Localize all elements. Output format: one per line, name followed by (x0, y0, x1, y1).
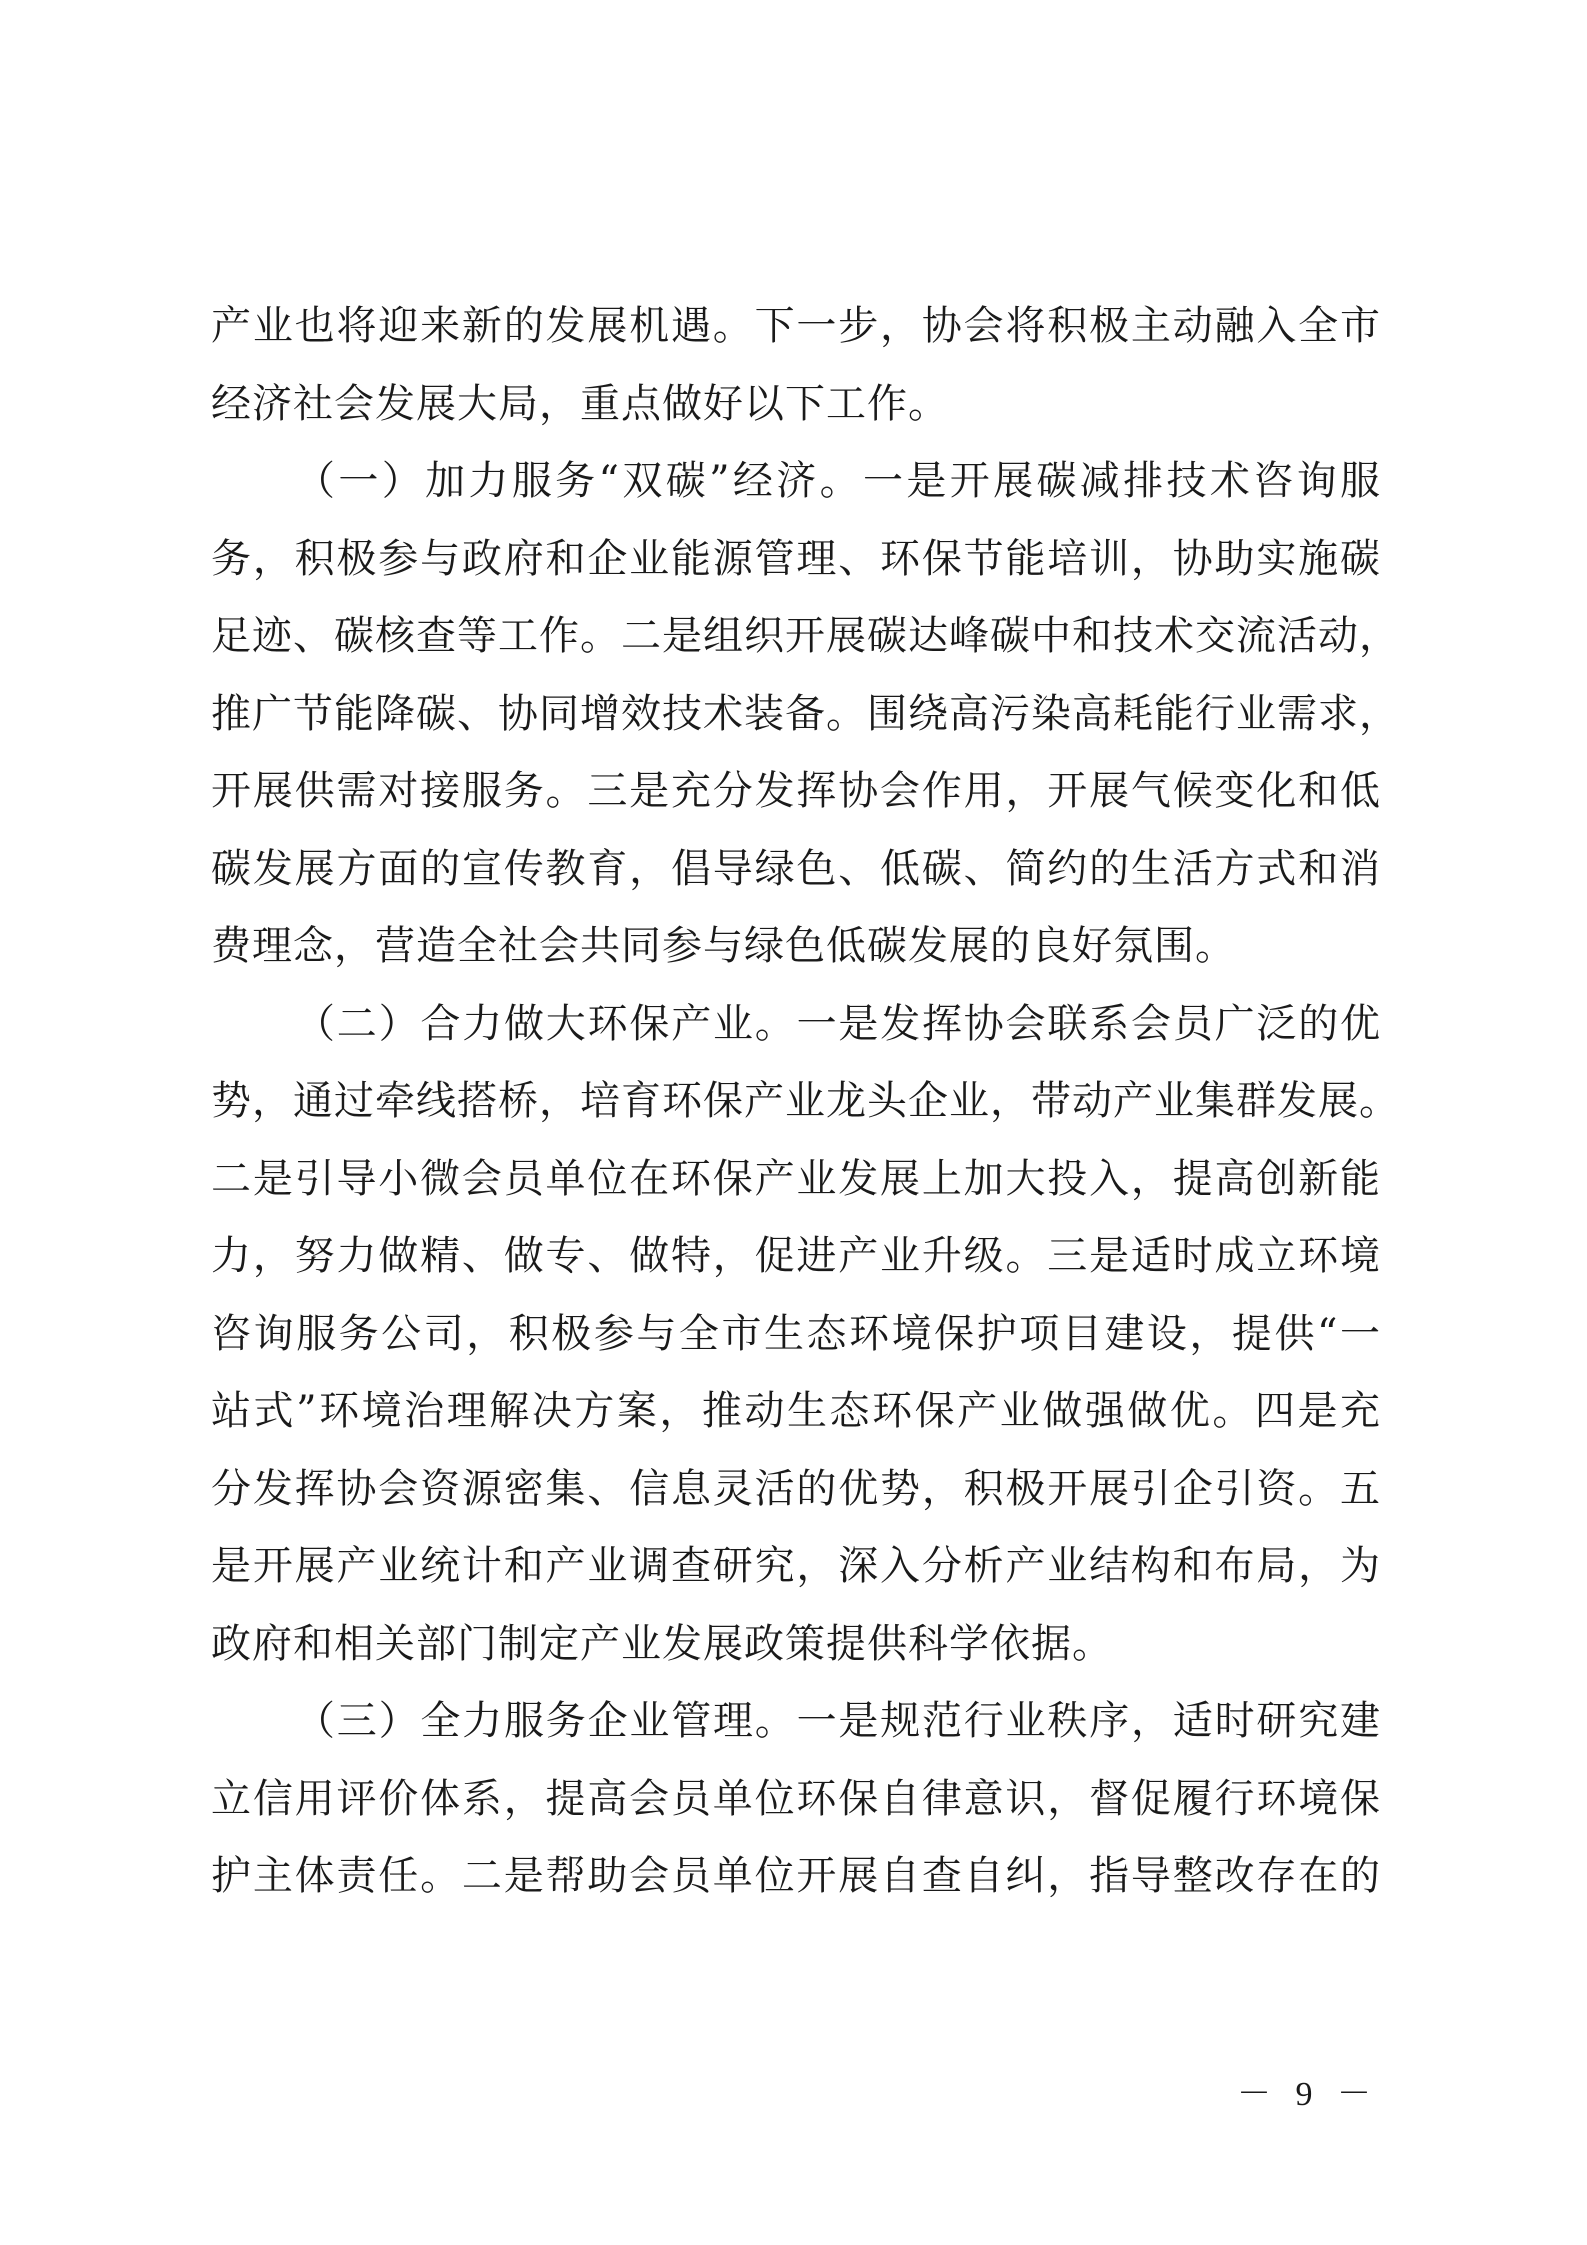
section-heading-line: （三）全力服务企业管理。一是规范行业秩序，适时研究建 (295, 1698, 1381, 1744)
text-line: 产业也将迎来新的发展机遇。下一步，协会将积极主动融入全市 (211, 303, 1381, 349)
text-line: 力，努力做精、做专、做特，促进产业升级。三是适时成立环境 (211, 1233, 1381, 1279)
section-heading-line: （二）合力做大环保产业。一是发挥协会联系会员广泛的优 (295, 1000, 1381, 1047)
text-line: 开展供需对接服务。三是充分发挥协会作用，开展气候变化和低 (211, 768, 1381, 814)
text-line: 是开展产业统计和产业调查研究，深入分析产业结构和布局，为 (211, 1543, 1381, 1589)
text-line: 务，积极参与政府和企业能源管理、环保节能培训，协助实施碳 (211, 535, 1381, 582)
text-line: 立信用评价体系，提高会员单位环保自律意识，督促履行环境保 (211, 1775, 1381, 1822)
text-line: 费理念，营造全社会共同参与绿色低碳发展的良好氛围。 (211, 923, 1236, 969)
text-line: 碳发展方面的宣传教育，倡导绿色、低碳、简约的生活方式和消 (211, 845, 1381, 892)
text-line: 二是引导小微会员单位在环保产业发展上加大投入，提高创新能 (211, 1155, 1381, 1202)
text-line: 咨询服务公司，积极参与全市生态环境保护项目建设，提供“一 (211, 1310, 1381, 1357)
text-line: 经济社会发展大局，重点做好以下工作。 (211, 380, 949, 427)
page-number: － 9 － (1237, 2076, 1379, 2113)
text-line: 护主体责任。二是帮助会员单位开展自查自纠，指导整改存在的 (211, 1853, 1381, 1899)
text-line: 足迹、碳核查等工作。二是组织开展碳达峰碳中和技术交流活动， (211, 613, 1400, 659)
text-line: 政府和相关部门制定产业发展政策提供科学依据。 (211, 1620, 1113, 1667)
text-line: 站式”环境治理解决方案，推动生态环保产业做强做优。四是充 (211, 1388, 1381, 1434)
text-line: 势，通过牵线搭桥，培育环保产业龙头企业，带动产业集群发展。 (211, 1078, 1400, 1124)
text-line: 分发挥协会资源密集、信息灵活的优势，积极开展引企引资。五 (211, 1465, 1381, 1512)
section-heading-line: （一）加力服务“双碳”经济。一是开展碳减排技术咨询服 (295, 458, 1381, 504)
text-line: 推广节能降碳、协同增效技术装备。围绕高污染高耗能行业需求， (211, 690, 1400, 737)
body-text (211, 288, 1400, 1916)
